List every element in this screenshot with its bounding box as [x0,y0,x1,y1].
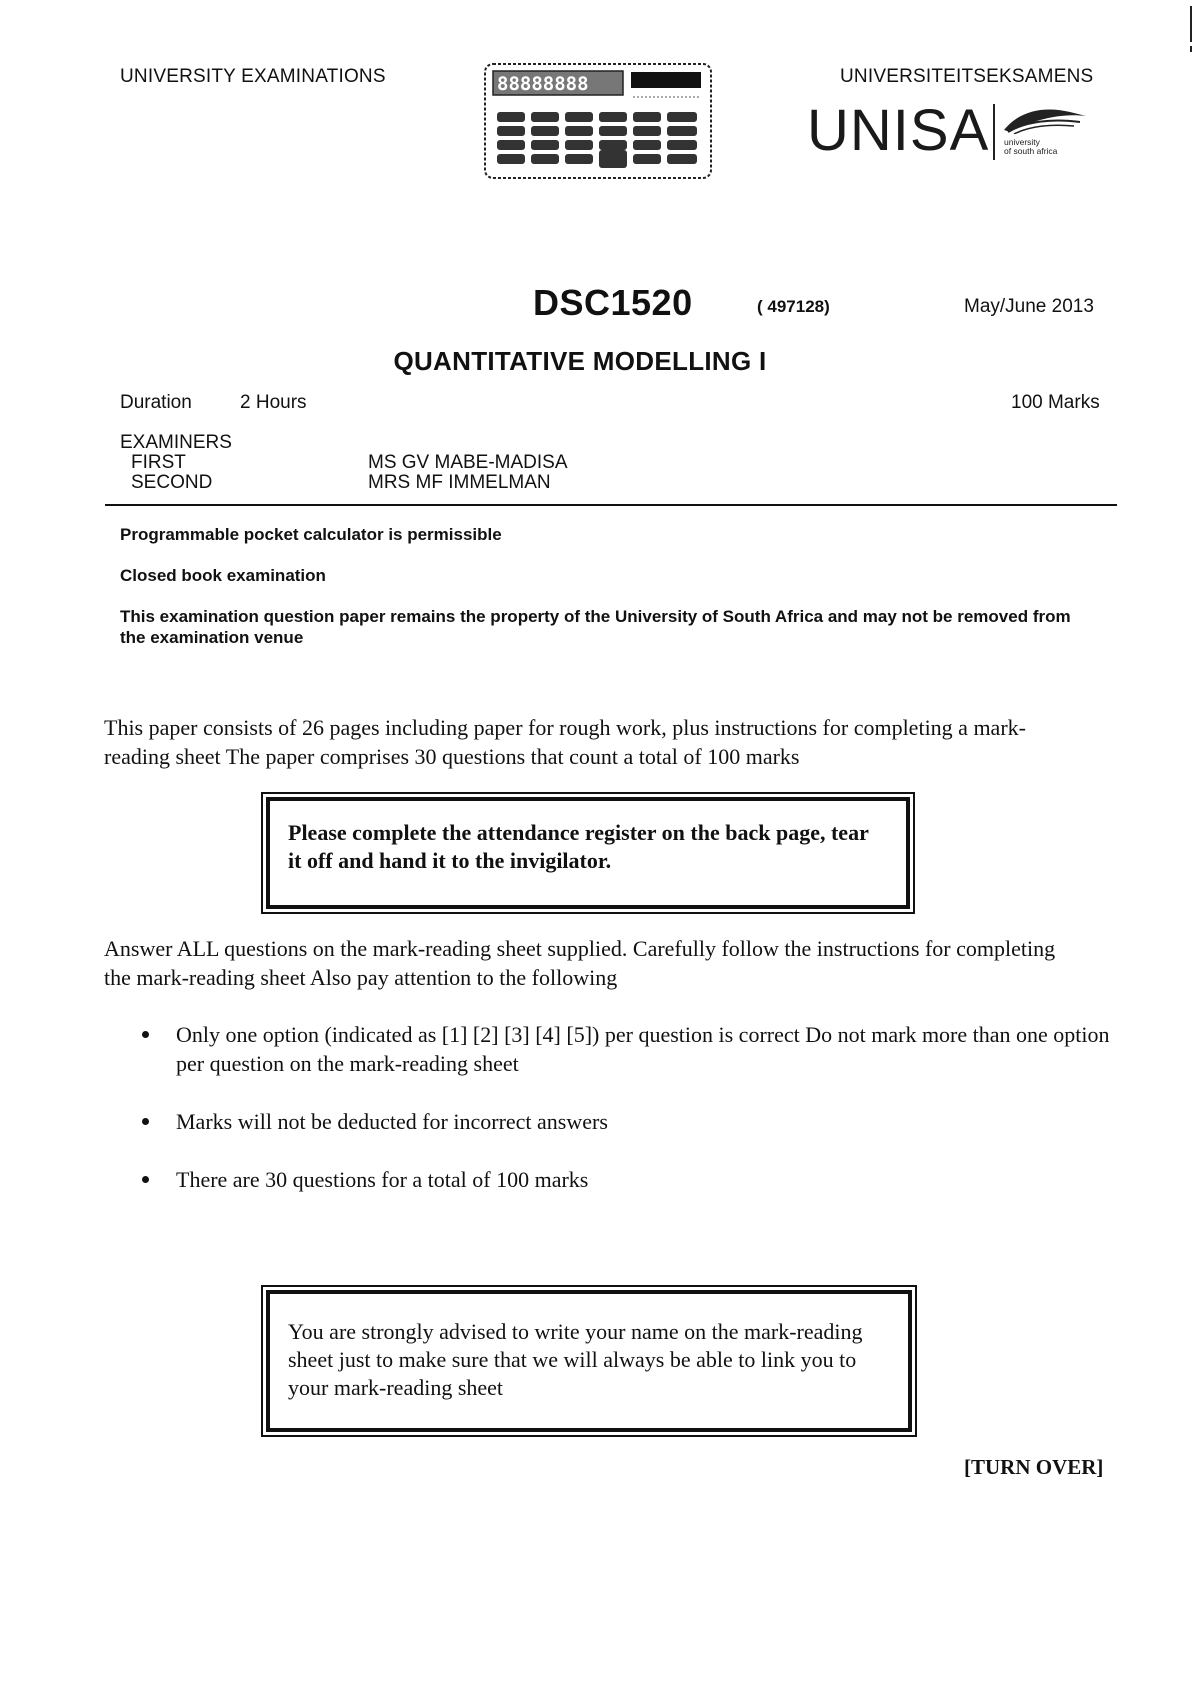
examiner-second-label: SECOND [131,472,213,493]
note-property: This examination question paper remains the property of the University of South Africa and may not be removed from the examination venue [120,607,1071,647]
total-marks: 100 Marks [1011,392,1100,413]
course-code: DSC1520 [533,282,693,323]
unisa-logo-text: UNISA [807,98,990,163]
exam-session: May/June 2013 [964,296,1094,317]
attendance-notice-box [261,792,915,914]
examiner-first-name: MS GV MABE-MADISA [368,452,568,473]
header-rule [105,504,1117,506]
logo-tagline [1004,138,1057,156]
duration-value: 2 Hours [240,392,307,413]
advice-notice-text: You are strongly advised to write your name on the mark-reading sheet just to make sure that we will always be able to link you to your mark-reading sheet [288,1319,863,1400]
header-left: UNIVERSITY EXAMINATIONS [120,66,386,87]
calculator-icon [483,62,713,180]
turn-over-label: [TURN OVER] [964,1455,1104,1479]
advice-notice-box [261,1285,917,1437]
attendance-notice-text: Please complete the attendance register on the back page, tear it off and hand it to the invigilator. [288,820,869,873]
page-edge-mark [1190,6,1192,42]
answer-instructions: Answer ALL questions on the mark-reading sheet supplied. Carefully follow the instructions for completing the mark-reading sheet Also pay attention to the following [104,936,1056,990]
attendance-notice-frame [266,797,910,909]
bullet-item [176,1165,1116,1194]
unique-number: ( 497128) [757,297,830,316]
bullet-text: Marks will not be deducted for incorrect answers [176,1109,608,1134]
note-closed-book: Closed book examination [120,566,326,585]
page-edge-mark [1190,46,1192,52]
logo-tagline-line: university [1004,137,1040,147]
bullet-item [176,1107,1116,1136]
note-calculator: Programmable pocket calculator is permissible [120,525,502,544]
logo-tagline-line: of south africa [1004,146,1058,156]
duration-label: Duration [120,392,192,413]
paper-description: This paper consists of 26 pages including paper for rough work, plus instructions for completing a mark-reading sheet The paper comprises 30 questions that count a total of 100 marks [104,715,1026,769]
examiner-second-name: MRS MF IMMELMAN [368,472,551,493]
unisa-wing-icon [1000,104,1090,134]
bullet-icon [142,1176,149,1183]
bullet-icon [142,1031,149,1038]
bullet-icon [142,1118,149,1125]
svg-text:88888888: 88888888 [497,73,589,95]
examiner-first-label: FIRST [131,452,186,473]
header-right: UNIVERSITEITSEKSAMENS [840,66,1094,87]
examiners-heading: EXAMINERS [120,432,232,453]
bullet-text: Only one option (indicated as [1] [2] [3] [4] [5]) per question is correct Do not mark more than one option per question on the mark-reading sheet [176,1022,1110,1076]
exam-title: QUANTITATIVE MODELLING I [393,346,767,376]
bullet-item [176,1020,1116,1078]
advice-notice-frame [266,1290,912,1432]
logo-divider [993,104,995,160]
bullet-text: There are 30 questions for a total of 100 marks [176,1167,589,1192]
